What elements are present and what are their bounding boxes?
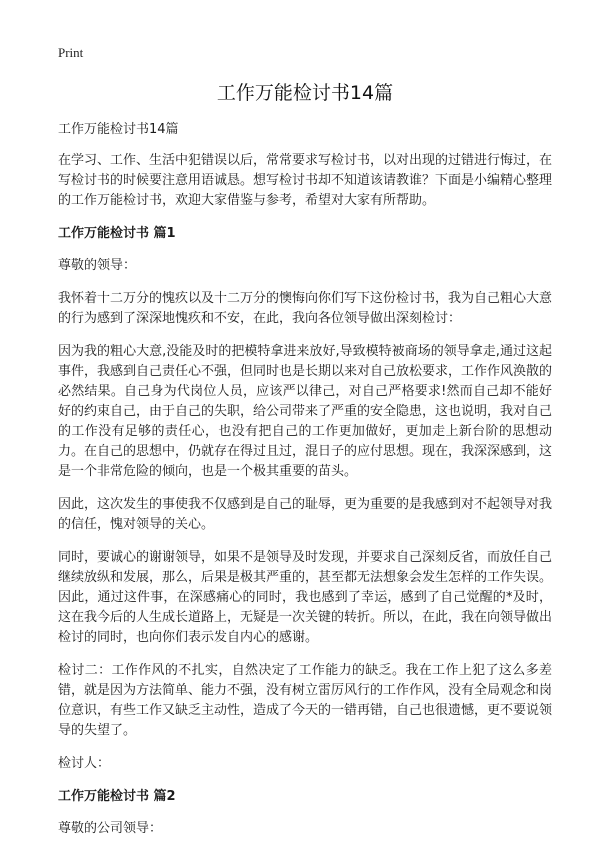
signature-line: 检讨人： [58, 756, 111, 771]
intro-paragraph: 在学习、工作、生活中犯错误以后，常常要求写检讨书，以对出现的过错进行悔过，在写检讨书的时候要注意用语诚恳。想写检讨书却不知道该请教谁？下面是小编精心整理的工作万能检讨书，欢迎大家借鉴与参考，希望对大家有所帮助。 [58, 153, 553, 208]
body-paragraph: 因此，这次发生的事使我不仅感到是自己的耻辱，更为重要的是我感到对不起领导对我的信任，愧对领导的关心。 [58, 497, 553, 532]
body-paragraph: 因为我的粗心大意,没能及时的把模特拿进来放好,导致模特被商场的领导拿走,通过这起事件，我感到自己责任心不强，但同时也是长期以来对自己放松要求，工作作风涣散的必然结果。自己身为代岗位人员，应该严以律己，对自己严格要求!然而自己却不能好好的约束自己，由于自己的失职，给公司带来了严重的安全隐患，这也说明，我对自己的工作没有足够的责任心，也没有把自己的工作更加做好，更加走上新台阶的思想动力。在自己的思想中，仍就存在得过且过，混日子的应付思想。现在，我深深感到，这是一个非常危险的倾向，也是一个极其重要的苗头。 [58, 344, 553, 479]
page-title: 工作万能检讨书14篇 [216, 82, 394, 104]
salutation-2: 尊敬的公司领导： [58, 821, 163, 836]
section-heading-1: 工作万能检讨书 篇1 [58, 226, 176, 241]
section-heading-2: 工作万能检讨书 篇2 [58, 789, 176, 804]
document-body [58, 120, 552, 852]
print-link[interactable]: Print [58, 45, 84, 60]
body-paragraph: 同时，要诚心的谢谢领导，如果不是领导及时发现，并要求自己深刻反省，而放任自己继续放纵和发展，那么，后果是极其严重的，甚至都无法想象会发生怎样的工作失误。因此，通过这件事，在深感痛心的同时，我也感到了幸运，感到了自己觉醒的*及时，这在我今后的人生成长道路上，无疑是一次关键的转折。所以，在此，我在向领导做出检讨的同时，也向你们表示发自内心的感谢。 [58, 550, 553, 645]
document-subtitle: 工作万能检讨书14篇 [58, 122, 179, 137]
body-paragraph: 我怀着十二万分的愧疚以及十二万分的懊悔向你们写下这份检讨书，我为自己粗心大意的行为感到了深深地愧疚和不安，在此，我向各位领导做出深刻检讨： [58, 291, 553, 326]
salutation-1: 尊敬的领导： [58, 258, 137, 273]
body-paragraph: 检讨二：工作作风的不扎实，自然决定了工作能力的缺乏。我在工作上犯了这么多差错，就是因为方法简单、能力不强，没有树立雷厉风行的工作作风，没有全局观念和岗位意识，有些工作又缺乏主动性，造成了今天的一错再错，自己也很遗憾，更不要说领导的失望了。 [58, 663, 553, 738]
